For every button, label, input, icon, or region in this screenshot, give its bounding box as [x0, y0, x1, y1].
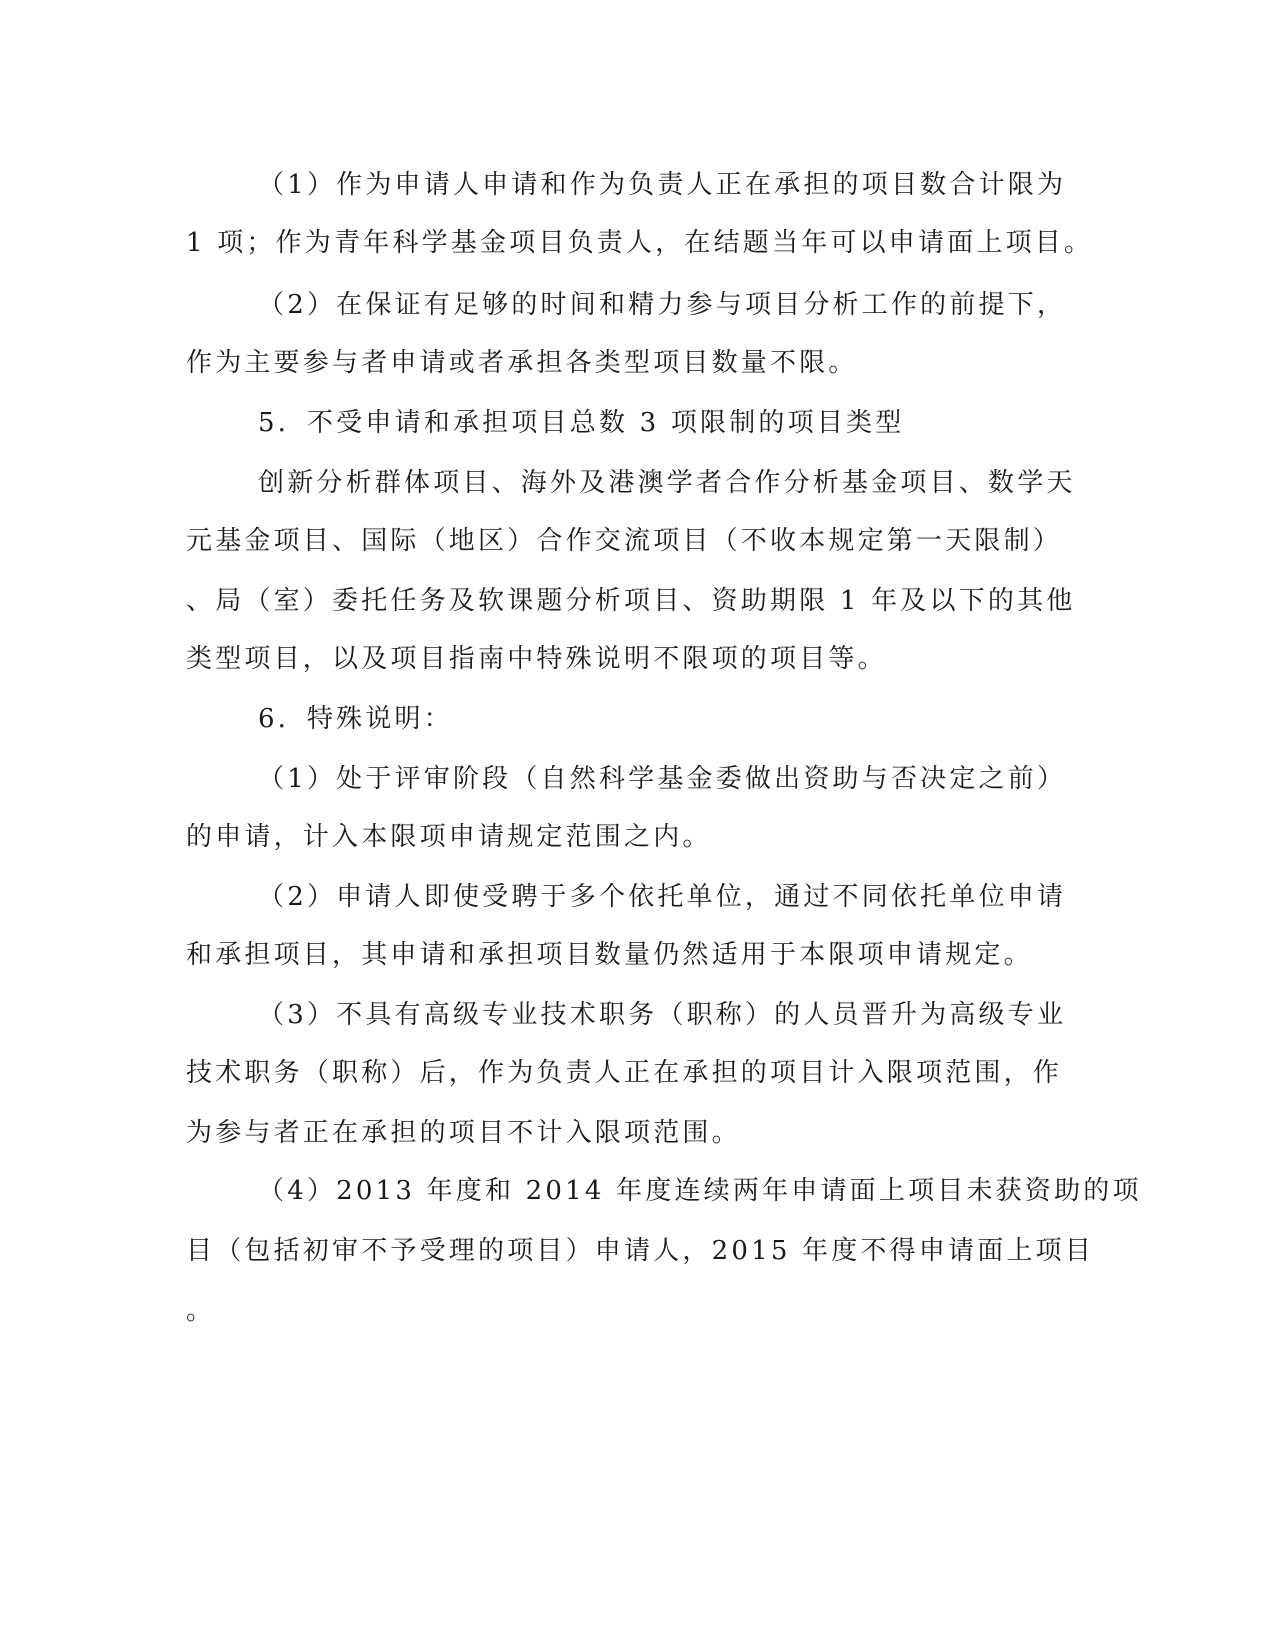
section-heading: 6．特殊说明：: [258, 704, 453, 734]
paragraph-line: 和承担项目，其申请和承担项目数量仍然适用于本限项申请规定。: [186, 940, 1033, 970]
paragraph-line: （1）处于评审阶段（自然科学基金委做出资助与否决定之前）: [258, 764, 1067, 794]
paragraph-line: 元基金项目、国际（地区）合作交流项目（不收本规定第一天限制）: [186, 526, 1063, 556]
paragraph-line: 为参与者正在承担的项目不计入限项范围。: [186, 1118, 741, 1148]
paragraph-line: （2）在保证有足够的时间和精力参与项目分析工作的前提下，: [258, 290, 1067, 320]
paragraph-line: （3）不具有高级专业技术职务（职称）的人员晋升为高级专业: [258, 1000, 1067, 1030]
paragraph-line: 。: [186, 1296, 216, 1326]
paragraph-line: 的申请，计入本限项申请规定范围之内。: [186, 822, 712, 852]
paragraph-line: 目（包括初审不予受理的项目）申请人，2015 年度不得申请面上项目: [186, 1236, 1095, 1266]
paragraph-line: 1 项；作为青年科学基金项目负责人，在结题当年可以申请面上项目。: [186, 228, 1094, 258]
paragraph-line: （2）申请人即使受聘于多个依托单位，通过不同依托单位申请: [258, 882, 1067, 912]
paragraph-line: 作为主要参与者申请或者承担各类型项目数量不限。: [186, 348, 858, 378]
paragraph-line: （4）2013 年度和 2014 年度连续两年申请面上项目未获资助的项: [258, 1176, 1142, 1206]
paragraph-line: 类型项目，以及项目指南中特殊说明不限项的项目等。: [186, 644, 887, 674]
section-heading: 5．不受申请和承担项目总数 3 项限制的项目类型: [258, 408, 905, 438]
paragraph-line: （1）作为申请人申请和作为负责人正在承担的项目数合计限为: [258, 170, 1067, 200]
paragraph-line: 技术职务（职称）后，作为负责人正在承担的项目计入限项范围，作: [186, 1058, 1063, 1088]
paragraph-line: 、局（室）委托任务及软课题分析项目、资助期限 1 年及以下的其他: [186, 586, 1076, 616]
paragraph-line: 创新分析群体项目、海外及港澳学者合作分析基金项目、数学天: [258, 468, 1076, 498]
